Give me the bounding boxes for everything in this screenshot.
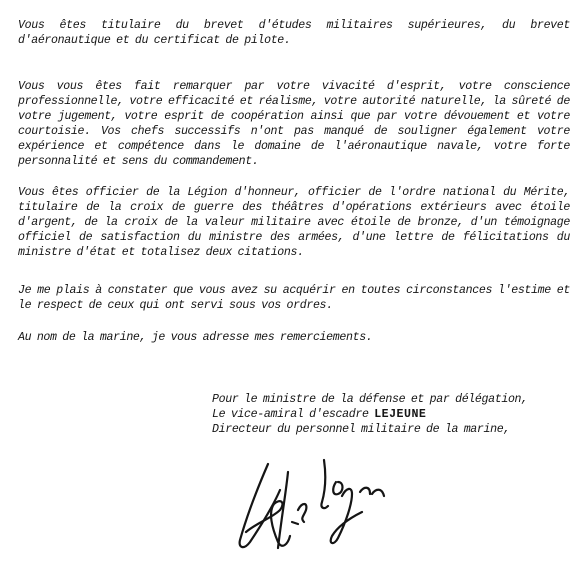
- signatory-surname: LEJEUNE: [374, 408, 427, 421]
- handwritten-signature: [228, 452, 398, 562]
- paragraph-brevets: Vous êtes titulaire du brevet d'études militaires supérieures, du brevet d'aéronautique et du certificat de pilote.: [18, 19, 570, 47]
- paragraph-thanks: Au nom de la marine, je vous adresse mes remerciements.: [18, 331, 373, 344]
- signatory-line: [212, 407, 572, 422]
- delegation-line: Pour le ministre de la défense et par délégation,: [212, 393, 528, 406]
- paragraph-qualities: Vous vous êtes fait remarquer par votre vivacité d'esprit, votre conscience professionnelle, votre efficacité et réalisme, votre autorité naturelle, la sûreté de votre jugement, votre esprit de coopération ainsi que par votre dévouement et votre courtoisie. Vos chefs successifs n'ont pas manqué de souligner également votre expérience et compétence dans le domaine de l'aéronautique navale, votre forte personnalité et sens du commandement.: [18, 80, 570, 168]
- paragraph-esteem: Je me plais à constater que vous avez su acquérir en toutes circonstances l'estime et le respect de ceux qui ont servi sous vos ordres.: [18, 284, 570, 312]
- paragraph-decorations: Vous êtes officier de la Légion d'honneur, officier de l'ordre national du Mérite, titulaire de la croix de guerre des théâtres d'opérations extérieurs avec étoile d'argent, de la croix de la valeur militaire avec étoile de bronze, d'un témoignage officiel de satisfaction du ministre des armées, d'une lettre de félicitations du ministre d'état et totalisez deux citations.: [18, 186, 570, 259]
- signatory-rank: Le vice-amiral d'escadre: [212, 408, 375, 421]
- signature-block: [212, 392, 572, 437]
- signatory-title-line: Directeur du personnel militaire de la marine,: [212, 423, 510, 436]
